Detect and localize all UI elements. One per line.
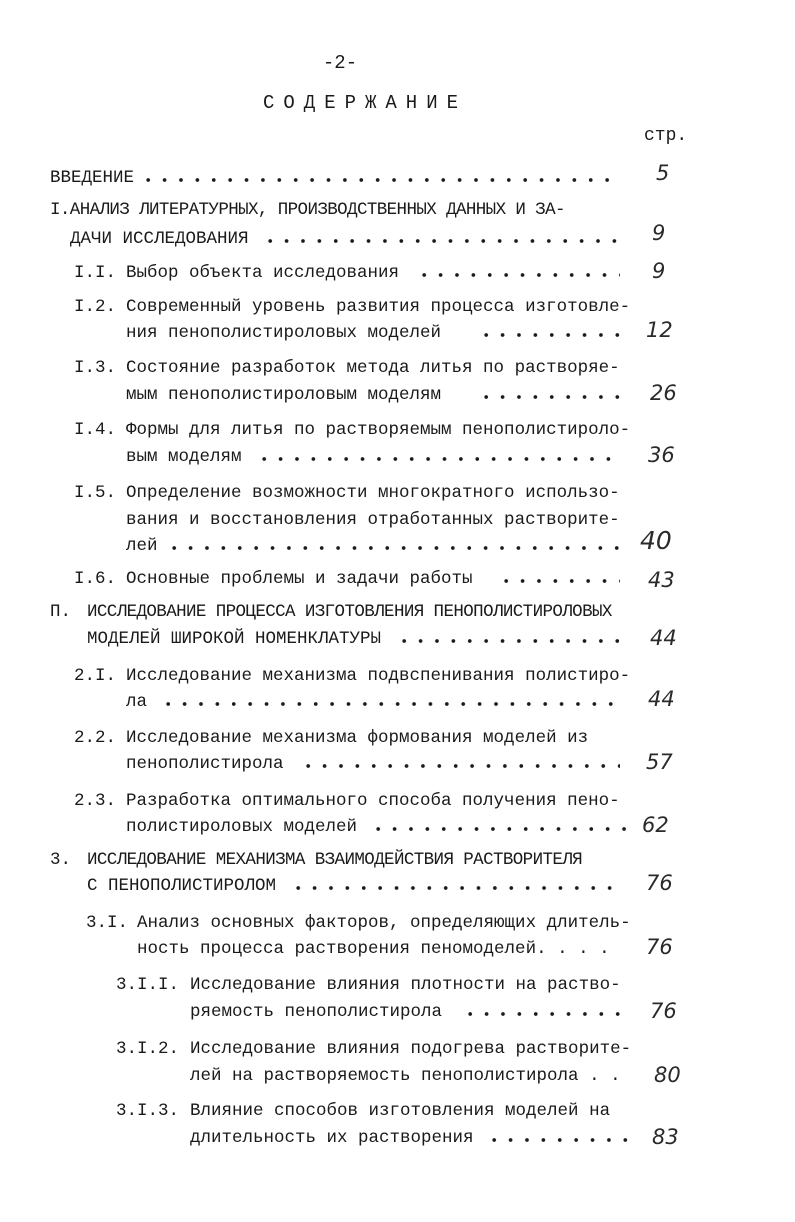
toc-section-2-3-page: 62 xyxy=(642,813,669,837)
leader-dots xyxy=(486,1137,636,1143)
toc-section-1-1-page: 9 xyxy=(652,259,666,283)
document-title: СОДЕРЖАНИЕ xyxy=(262,92,468,114)
toc-subsection-3-1-1-title-line2: ряемость пенополистирола xyxy=(190,1002,443,1022)
toc-chapter-1-title-line1: I.АНАЛИЗ ЛИТЕРАТУРНЫХ, ПРОИЗВОДСТВЕННЫХ ДАННЫХ И ЗА- xyxy=(50,200,565,220)
toc-section-3-1-page: 76 xyxy=(646,935,673,959)
leader-dots xyxy=(290,885,620,891)
toc-subsection-3-1-3-page: 83 xyxy=(652,1125,679,1149)
leader-dots xyxy=(416,272,620,278)
leader-dots xyxy=(262,238,620,244)
toc-section-2-2-page: 57 xyxy=(646,750,673,774)
leader-dots xyxy=(478,394,620,400)
toc-section-2-3-number: 2.3. xyxy=(74,791,117,811)
toc-subsection-3-1-1-page: 76 xyxy=(650,999,677,1023)
toc-section-1-4-title-line1: Формы для литья по растворяемым пенополистироло- xyxy=(126,420,631,440)
leader-dots xyxy=(396,638,620,644)
toc-subsection-3-1-1-title-line1: Исследование влияния плотности на раство- xyxy=(190,975,621,995)
toc-subsection-3-1-2-title-line1: Исследование влияния подогрева растворите- xyxy=(190,1039,632,1059)
toc-section-1-6-number: I.6. xyxy=(74,569,117,589)
toc-section-3-1-title-line2: ность процесса растворения пеномоделей. . . . xyxy=(137,939,610,959)
toc-section-1-5-title-line1: Определение возможности многократного использо- xyxy=(126,483,620,503)
toc-subsection-3-1-2-number: 3.I.2. xyxy=(116,1039,180,1059)
toc-subsection-3-1-3-title-line1: Влияние способов изготовления моделей на xyxy=(190,1101,611,1121)
leader-dots xyxy=(256,456,620,462)
toc-section-2-1-title-line1: Исследование механизма подвспенивания полистиро- xyxy=(126,666,631,686)
toc-section-2-1-page: 44 xyxy=(648,687,675,711)
leader-dots xyxy=(300,763,620,769)
toc-chapter-3-number: 3. xyxy=(50,850,72,870)
toc-chapter-3-title-line1: ИССЛЕДОВАНИЕ МЕХАНИЗМА ВЗАИМОДЕЙСТВИЯ РАСТВОРИТЕЛЯ xyxy=(87,850,583,870)
page-number: -2- xyxy=(322,52,358,74)
toc-section-1-3-title-line1: Состояние разработок метода литья по растворяе- xyxy=(126,358,620,378)
toc-subsection-3-1-2-page: 80 xyxy=(654,1063,681,1087)
leader-dots xyxy=(478,332,620,338)
toc-section-1-2-page: 12 xyxy=(646,318,673,342)
toc-section-2-1-title-line2: ла xyxy=(126,692,148,712)
leader-dots xyxy=(498,578,620,584)
toc-chapter-2-number: П. xyxy=(50,602,72,622)
toc-section-1-6-page: 43 xyxy=(648,568,675,592)
toc-chapter-3-title-line2: С ПЕНОПОЛИСТИРОЛОМ xyxy=(87,876,277,896)
toc-section-1-5-page: 40 xyxy=(640,526,672,555)
toc-section-1-1-title: Выбор объекта исследования xyxy=(126,263,400,283)
toc-entry-intro-page: 5 xyxy=(656,161,670,185)
toc-section-1-5-number: I.5. xyxy=(74,483,117,503)
leader-dots xyxy=(166,545,620,551)
toc-chapter-3-page: 76 xyxy=(646,871,673,895)
toc-section-1-3-title-line2: мым пенополистироловым моделям xyxy=(126,385,442,405)
toc-section-1-3-page: 26 xyxy=(650,381,677,405)
toc-section-1-2-number: I.2. xyxy=(74,297,117,317)
toc-section-1-5-title-line2: вания и восстановления отработанных растворите- xyxy=(126,510,620,530)
toc-chapter-2-page: 44 xyxy=(650,626,677,650)
toc-subsection-3-1-3-number: 3.I.3. xyxy=(116,1101,180,1121)
leader-dots xyxy=(140,177,620,183)
toc-section-1-6-title: Основные проблемы и задачи работы xyxy=(126,569,473,589)
leader-dots xyxy=(462,1011,620,1017)
toc-section-2-2-title-line2: пенополистирола xyxy=(126,754,284,774)
toc-section-2-3-title-line2: полистироловых моделей xyxy=(126,817,358,837)
toc-section-2-2-number: 2.2. xyxy=(74,728,117,748)
toc-chapter-2-title-line1: ИССЛЕДОВАНИЕ ПРОЦЕССА ИЗГОТОВЛЕНИЯ ПЕНОПОЛИСТИРОЛОВЫХ xyxy=(87,602,612,622)
toc-section-1-4-title-line2: вым моделям xyxy=(126,447,242,467)
toc-section-1-2-title-line2: ния пенополистироловых моделей xyxy=(126,323,442,343)
pages-column-header: стр. xyxy=(644,126,688,146)
toc-section-2-1-number: 2.I. xyxy=(74,666,117,686)
leader-dots xyxy=(160,701,620,707)
toc-section-1-5-title-line3: лей xyxy=(126,536,158,556)
toc-chapter-1-title-line2: ДАЧИ ИССЛЕДОВАНИЯ xyxy=(70,229,249,249)
toc-section-2-3-title-line1: Разработка оптимального способа получения пено- xyxy=(126,791,620,811)
toc-section-3-1-number: 3.I. xyxy=(86,913,129,933)
toc-subsection-3-1-1-number: 3.I.I. xyxy=(116,975,180,995)
toc-section-1-2-title-line1: Современный уровень развития процесса изготовле- xyxy=(126,297,631,317)
toc-subsection-3-1-2-title-line2: лей на растворяемость пенополистирола . . xyxy=(190,1066,621,1086)
toc-section-1-1-number: I.I. xyxy=(74,263,117,283)
toc-section-3-1-title-line1: Анализ основных факторов, определяющих длитель- xyxy=(137,913,631,933)
toc-chapter-1-page: 9 xyxy=(652,221,666,245)
toc-section-2-2-title-line1: Исследование механизма формования моделей из xyxy=(126,728,589,748)
toc-section-1-4-number: I.4. xyxy=(74,420,117,440)
toc-entry-intro-title: ВВЕДЕНИЕ xyxy=(50,168,135,188)
toc-subsection-3-1-3-title-line2: длительность их растворения xyxy=(190,1128,474,1148)
toc-chapter-2-title-line2: МОДЕЛЕЙ ШИРОКОЙ НОМЕНКЛАТУРЫ xyxy=(87,629,382,649)
toc-section-1-3-number: I.3. xyxy=(74,358,117,378)
leader-dots xyxy=(370,826,634,832)
toc-section-1-4-page: 36 xyxy=(648,443,675,467)
